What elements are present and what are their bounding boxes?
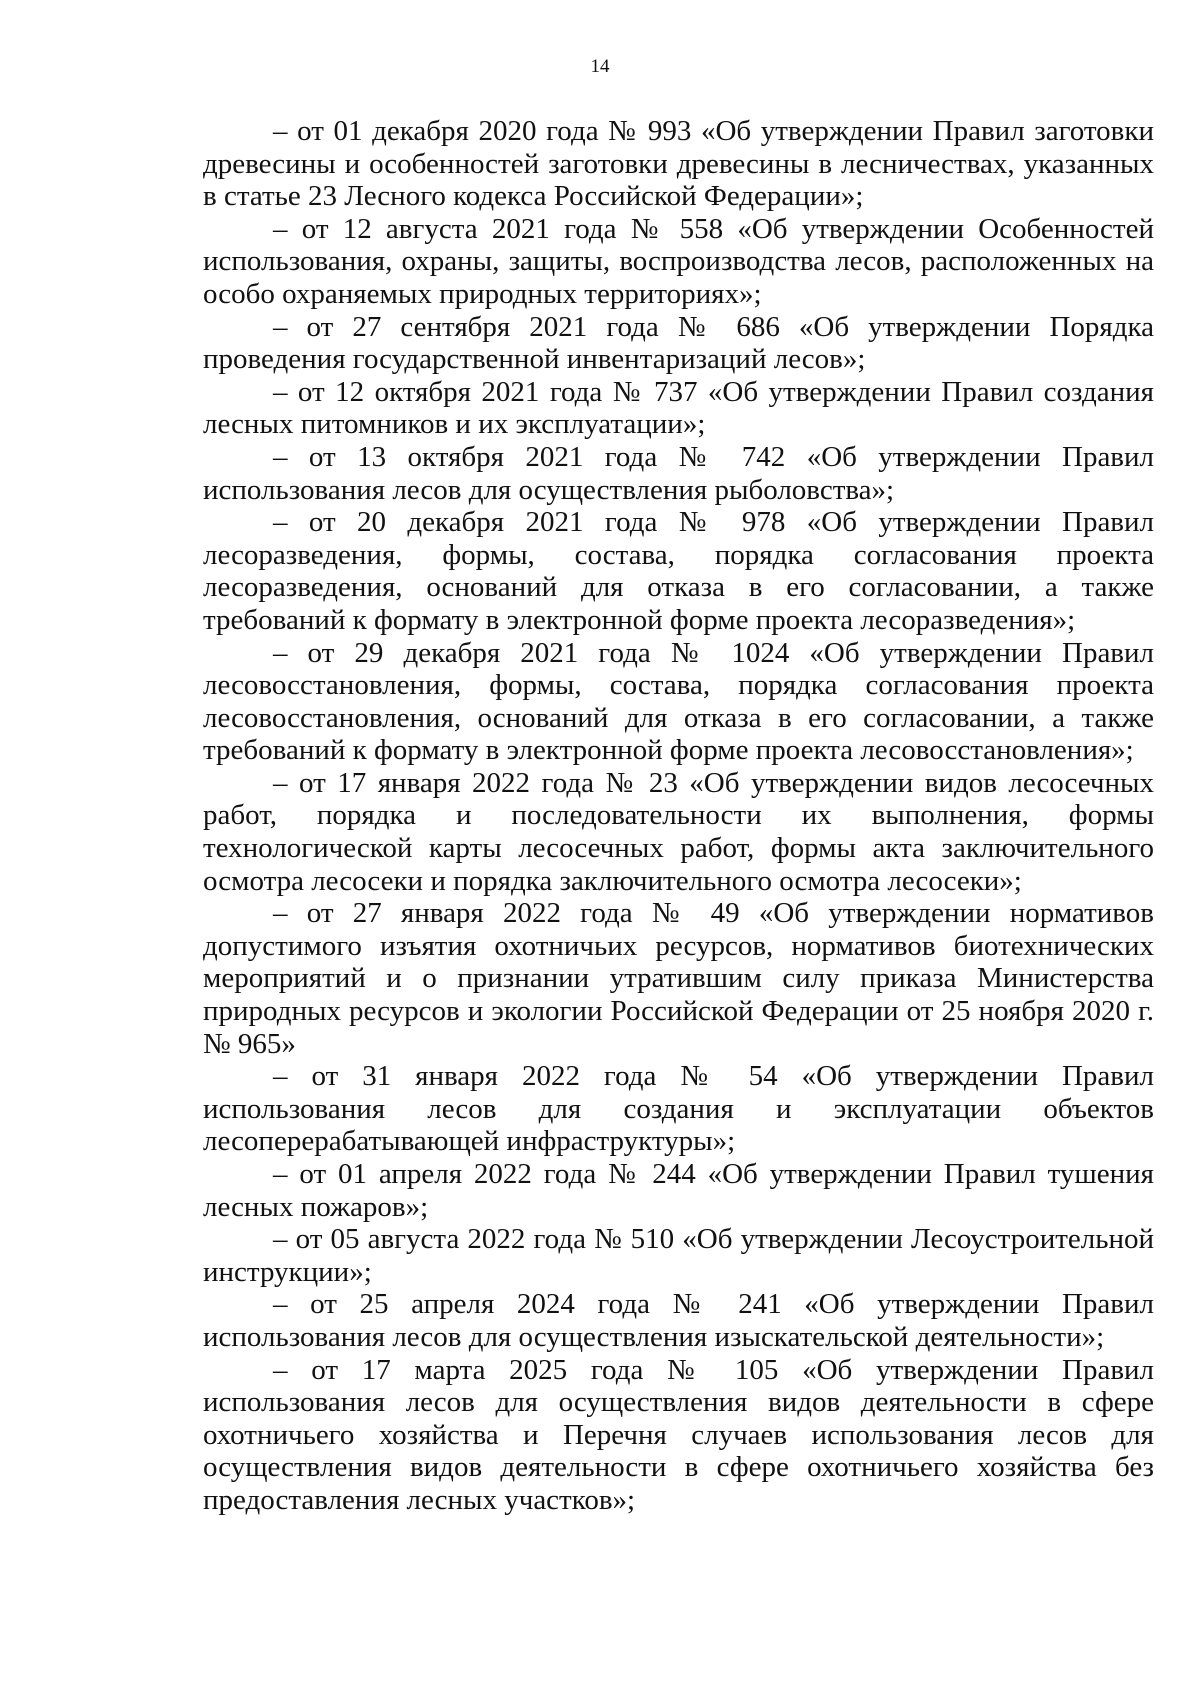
list-item: – от 01 декабря 2020 года № 993 «Об утверждении Правил заготовки древесины и особенностей заготовки древесины в лесничествах, указанных в статье 23 Лесного кодекса Российской Федерации»; xyxy=(203,115,1154,213)
list-item: – от 17 января 2022 года № 23 «Об утверждении видов лесосечных работ, порядка и последовательности их выполнения, формы технологической карты лесосечных работ, формы акта заключительного осмотра лесосеки и порядка заключительного осмотра лесосеки»; xyxy=(203,766,1154,897)
list-item: – от 27 января 2022 года № 49 «Об утверждении нормативов допустимого изъятия охотничьих ресурсов, нормативов биотехнических мероприятий и о признании утратившим силу приказа Министерства природных ресурсов и экологии Российской Федерации от 25 ноября 2020 г. № 965» xyxy=(203,897,1154,1060)
list-item: – от 01 апреля 2022 года № 244 «Об утверждении Правил тушения лесных пожаров»; xyxy=(203,1158,1154,1223)
list-item: – от 20 декабря 2021 года № 978 «Об утверждении Правил лесоразведения, формы, состава, порядка согласования проекта лесоразведения, оснований для отказа в его согласовании, а также требований к формату в электронной форме проекта лесоразведения»; xyxy=(203,506,1154,636)
list-item: – от 13 октября 2021 года № 742 «Об утверждении Правил использования лесов для осуществления рыболовства»; xyxy=(203,440,1154,506)
list-item: – от 17 марта 2025 года № 105 «Об утверждении Правил использования лесов для осуществления видов деятельности в сфере охотничьего хозяйства и Перечня случаев использования лесов для осуществления видов деятельности в сфере охотничьего хозяйства без предоставления лесных участков»; xyxy=(203,1353,1154,1516)
list-item: – от 31 января 2022 года № 54 «Об утверждении Правил использования лесов для создания и эксплуатации объектов лесоперерабатывающей инфраструктуры»; xyxy=(203,1060,1154,1158)
page-number: 14 xyxy=(590,56,610,77)
list-item: – от 25 апреля 2024 года № 241 «Об утверждении Правил использования лесов для осуществления изыскательской деятельности»; xyxy=(203,1288,1154,1353)
list-item: – от 29 декабря 2021 года № 1024 «Об утверждении Правил лесовосстановления, формы, состава, порядка согласования проекта лесовосстановления, оснований для отказа в его согласовании, а также требований к формату в электронной форме проекта лесовосстановления»; xyxy=(203,636,1154,767)
order-list xyxy=(203,115,1154,1517)
list-item: – от 05 августа 2022 года № 510 «Об утверждении Лесоустроительной инструкции»; xyxy=(203,1223,1154,1288)
list-item: – от 27 сентября 2021 года № 686 «Об утверждении Порядка проведения государственной инвентаризаций лесов»; xyxy=(203,310,1154,376)
list-item: – от 12 октября 2021 года № 737 «Об утверждении Правил создания лесных питомников и их эксплуатации»; xyxy=(203,375,1154,441)
list-item: – от 12 августа 2021 года № 558 «Об утверждении Особенностей использования, охраны, защиты, воспроизводства лесов, расположенных на особо охраняемых природных территориях»; xyxy=(203,212,1154,310)
